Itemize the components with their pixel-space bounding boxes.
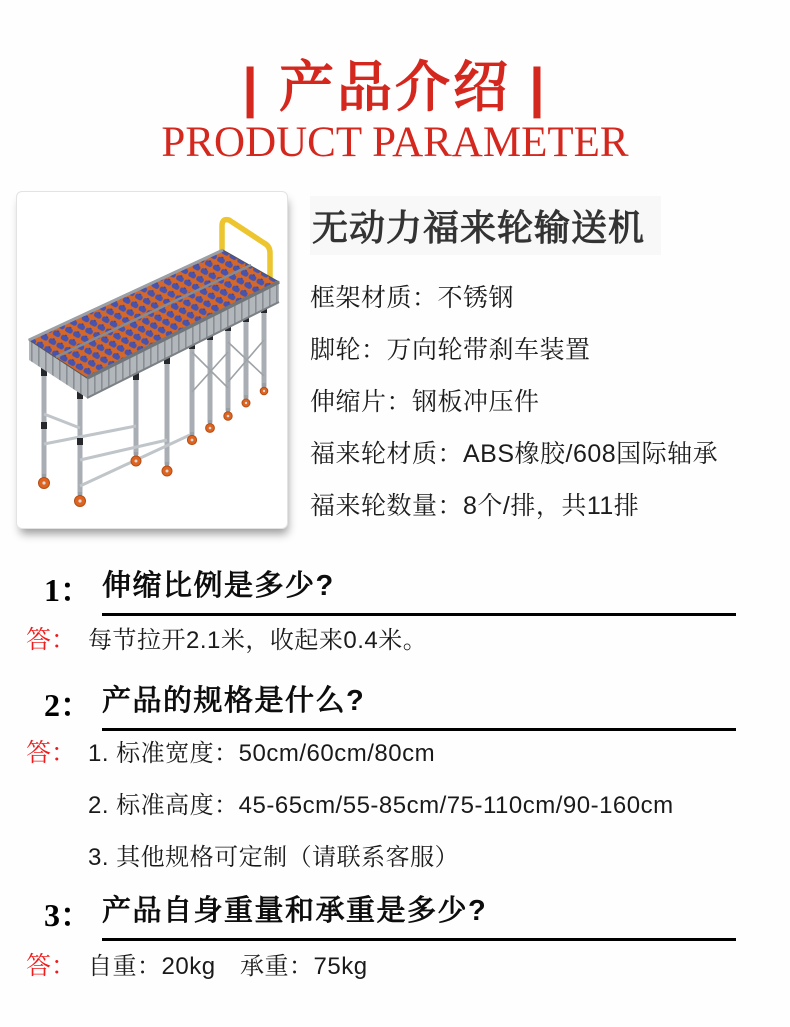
answer-row-1 bbox=[26, 620, 427, 656]
question-text: 产品的规格是什么? bbox=[102, 678, 736, 731]
section-title-cn: | 产品介绍 | bbox=[242, 56, 548, 118]
section-header bbox=[0, 56, 790, 167]
answer-row-2-line-3 bbox=[26, 837, 459, 872]
section-title-en: PRODUCT PARAMETER bbox=[161, 119, 629, 167]
question-row-1 bbox=[44, 563, 736, 616]
question-row-2 bbox=[44, 678, 736, 731]
spec-wheel-material: 福来轮材质：ABS橡胶/608国际轴承 bbox=[310, 440, 719, 468]
product-photo bbox=[16, 191, 288, 529]
spec-casters: 脚轮：万向轮带刹车装置 bbox=[310, 336, 591, 364]
question-number: 1： bbox=[44, 572, 93, 608]
answer-marker: 答： bbox=[26, 739, 77, 767]
answer-row-2-line-1 bbox=[26, 733, 435, 769]
spec-frame-material: 框架材质：不锈钢 bbox=[310, 284, 515, 312]
answer-marker: 答： bbox=[26, 952, 77, 980]
question-text: 产品自身重量和承重是多少? bbox=[102, 888, 736, 941]
question-text: 伸缩比例是多少? bbox=[102, 563, 736, 616]
answer-text: 2. 标准高度：45-65cm/55-85cm/75-110cm/90-160cm bbox=[88, 792, 674, 819]
answer-text: 1. 标准宽度：50cm/60cm/80cm bbox=[88, 740, 436, 767]
answer-row-2-line-2 bbox=[26, 785, 674, 820]
caster-wheels bbox=[39, 383, 268, 507]
answer-text: 自重：20kg 承重：75kg bbox=[88, 953, 368, 980]
spec-telescopic-plate: 伸缩片：钢板冲压件 bbox=[310, 388, 540, 416]
answer-marker: 答： bbox=[26, 626, 77, 654]
product-title: 无动力福来轮输送机 bbox=[310, 196, 661, 255]
question-number: 3： bbox=[44, 897, 93, 933]
answer-text: 每节拉开2.1米，收起来0.4米。 bbox=[88, 627, 428, 654]
question-row-3 bbox=[44, 888, 736, 941]
question-number: 2： bbox=[44, 687, 93, 723]
conveyor-illustration bbox=[17, 192, 287, 528]
answer-row-3 bbox=[26, 946, 368, 982]
spec-wheel-quantity: 福来轮数量：8个/排，共11排 bbox=[310, 492, 640, 520]
answer-text: 3. 其他规格可定制（请联系客服） bbox=[88, 844, 460, 871]
